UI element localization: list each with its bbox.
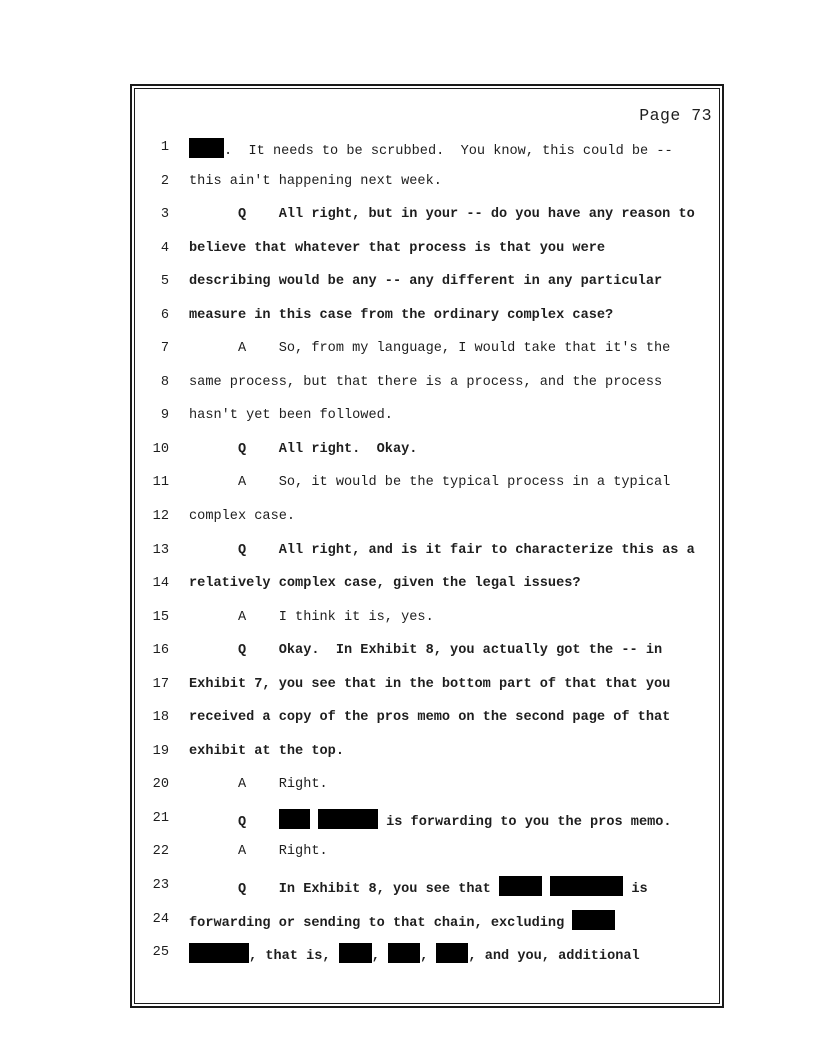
text-segment: believe that whatever that process is that you were [189,240,606,256]
text-segment: A So, from my language, I would take that it's the [189,341,671,357]
line-text [189,541,695,575]
redaction-box [318,809,378,829]
transcript-line [135,272,719,306]
text-segment: same process, but that there is a process, and the process [189,374,663,390]
line-text [189,775,328,809]
line-text [189,574,581,608]
text-segment: is forwarding to you the pros memo. [377,814,672,830]
transcript-line [135,641,719,675]
line-number: 16 [152,643,169,659]
text-segment: , and you, additional [468,949,640,965]
line-text [189,440,417,474]
redaction-box [189,943,249,963]
redaction-box [279,809,310,829]
line-text [189,943,640,977]
redaction-box [388,943,420,963]
transcript-line [135,608,719,642]
line-number: 24 [152,911,169,927]
line-number: 6 [160,307,169,323]
transcript-line [135,473,719,507]
line-text [189,406,393,440]
text-segment: , [371,949,389,965]
line-text [189,809,672,843]
page-border-outer [130,84,724,1008]
line-text [189,876,648,910]
text-segment: A So, it would be the typical process in a typical [189,475,671,491]
line-number: 14 [152,576,169,592]
text-segment: this ain't happening next week. [189,173,442,189]
text-segment: Q In Exhibit 8, you see that [189,882,499,898]
line-number: 5 [160,274,169,290]
text-segment: hasn't yet been followed. [189,408,393,424]
text-segment [542,882,550,897]
transcript-line [135,507,719,541]
line-text [189,473,670,507]
transcript-line [135,809,719,843]
line-text [189,742,344,776]
text-segment: Q Okay. In Exhibit 8, you actually got the -- in [189,643,663,659]
text-segment: A I think it is, yes. [189,609,434,625]
transcript-line [135,306,719,340]
text-segment: describing would be any -- any different in any particular [189,274,663,290]
page-border-inner [134,88,720,1004]
text-segment: exhibit at the top. [189,743,344,759]
redaction-box [550,876,623,896]
text-segment: relatively complex case, given the legal issues? [189,576,581,592]
line-number: 23 [152,878,169,894]
redaction-box [499,876,542,896]
redaction-box [339,943,372,963]
text-segment: A Right. [189,777,328,793]
text-segment: . It needs to be scrubbed. You know, this could be -- [224,144,673,159]
line-number: 2 [160,173,169,189]
page-number-label: Page 73 [639,106,712,125]
transcript-line [135,910,719,944]
text-segment: Q All right, and is it fair to characterize this as a [189,542,695,558]
text-segment: , that is, [249,949,339,965]
line-text [189,675,670,709]
text-segment [310,815,318,830]
line-number: 17 [152,676,169,692]
transcript-line [135,876,719,910]
line-number: 4 [160,240,169,256]
transcript-line [135,406,719,440]
line-text [189,641,662,675]
line-number: 13 [152,542,169,558]
line-number: 7 [160,341,169,357]
transcript-lines [135,138,719,977]
transcript-line [135,339,719,373]
line-number: 8 [160,374,169,390]
text-segment: received a copy of the pros memo on the second page of that [189,710,671,726]
transcript-line [135,541,719,575]
line-text [189,239,605,273]
line-number: 3 [160,207,169,223]
line-number: 15 [152,609,169,625]
text-segment: Q All right, but in your -- do you have any reason to [189,207,695,223]
line-number: 18 [152,710,169,726]
transcript-line [135,775,719,809]
text-segment: measure in this case from the ordinary complex case? [189,307,614,323]
text-segment: A Right. [189,844,328,860]
line-number: 9 [160,408,169,424]
transcript-line [135,943,719,977]
transcript-line [135,708,719,742]
line-text [189,608,434,642]
text-segment: Exhibit 7, you see that in the bottom part of that that you [189,676,671,692]
redaction-box [572,910,615,930]
transcript-line [135,440,719,474]
transcript-line [135,742,719,776]
transcript-line [135,574,719,608]
line-text [189,373,662,407]
text-segment: Q [189,814,279,830]
line-text [189,272,662,306]
line-text [189,507,295,541]
text-segment: complex case. [189,509,296,525]
line-text [189,910,615,944]
line-number: 22 [152,844,169,860]
transcript-line [135,675,719,709]
line-text [189,708,670,742]
text-segment: is [623,882,648,898]
line-text [189,306,613,340]
transcript-line [135,373,719,407]
text-segment: , [420,949,437,965]
line-text [189,172,442,206]
line-number: 1 [160,140,169,155]
transcript-line [135,239,719,273]
line-text [189,339,670,373]
transcript-line [135,842,719,876]
line-text [189,138,673,172]
transcript-line [135,205,719,239]
redaction-box [189,138,224,158]
line-number: 21 [152,810,169,826]
line-text [189,842,328,876]
line-text [189,205,695,239]
line-number: 12 [152,509,169,525]
line-number: 25 [152,945,169,961]
line-number: 20 [152,777,169,793]
transcript-line [135,172,719,206]
redaction-box [436,943,468,963]
text-segment: Q All right. Okay. [189,441,418,457]
transcript-line [135,138,719,172]
line-number: 19 [152,743,169,759]
line-number: 10 [152,441,169,457]
text-segment: forwarding or sending to that chain, excluding [189,915,573,931]
line-number: 11 [152,475,169,491]
